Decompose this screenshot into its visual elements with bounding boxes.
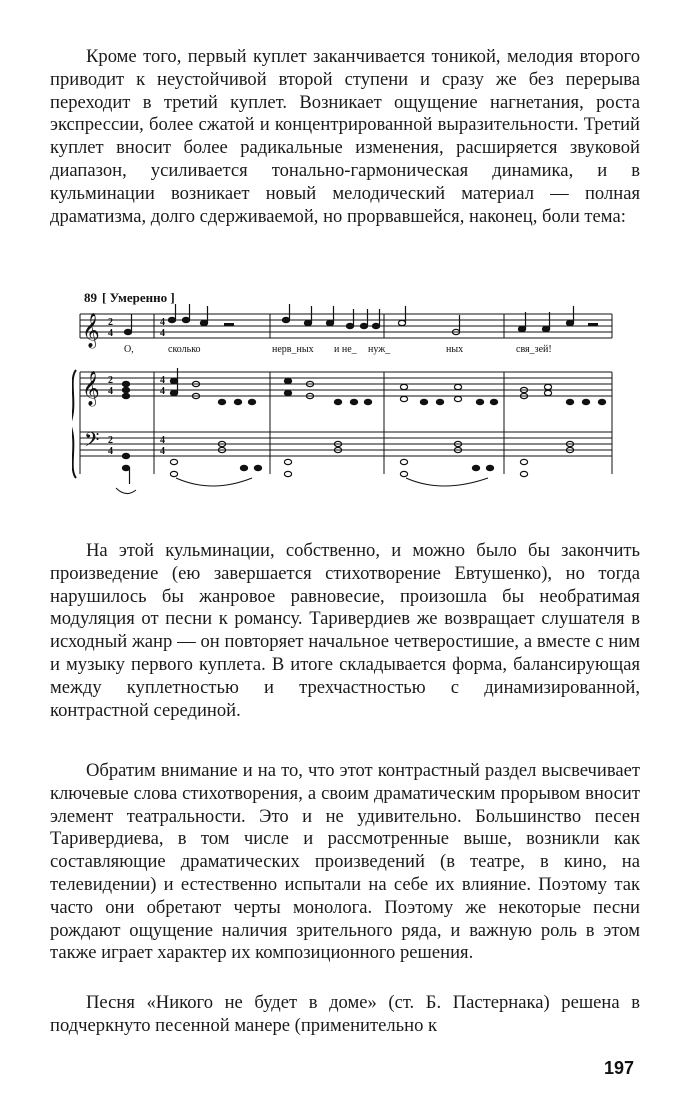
paragraph-2 — [50, 540, 640, 722]
svg-text:4: 4 — [160, 435, 165, 446]
lyric-word: нуж_ — [368, 344, 391, 355]
svg-text:4: 4 — [160, 328, 165, 339]
bass-clef-icon: 𝄢 — [84, 430, 100, 456]
paragraph-1-text: Кроме того, первый куплет заканчивается тоникой, мелодия второго приводит к неустойчивой второй ступени и сразу же без перерыва переходит в третий куплет. Возникает ощущение нагнетания, роста экспрессии, более сжатой и концентрированной выразительности. Третий куплет вносит более радикальные изменения, расширяется звуковой диапазон, усиливается тонально-гармоническая динамика, и в кульминации возникает новый мелодический материал — полная драматизма, долго сдерживаемой, но прорвавшейся, наконец, боли тема: — [50, 46, 640, 227]
tempo-marking: [ Умеренно ] — [102, 290, 175, 305]
treble-clef-icon: 𝄞 — [82, 372, 100, 405]
lyrics — [124, 344, 552, 355]
piano-slurs — [116, 478, 488, 494]
paragraph-4 — [50, 992, 640, 1038]
lyric-word: свя_зей! — [516, 344, 552, 355]
paragraph-2-text: На этой кульминации, собственно, и можно было бы закончить произведение (ею завершается стихотворение Евтушенко), но тогда нарушилось бы жанровое равновесие, произошла бы необратимая модуляция от песни к романсу. Таривердиев же возвращает слушателя в исходный жанр — он повторяет начальное четверостишие, а вместе с ним и музыку первого куплета. В итоге складывается форма, балансирующая между куплетностью и трехчастностью с динамизированной, контрастной серединой. — [50, 540, 640, 721]
svg-text:4: 4 — [160, 375, 165, 386]
page-number: 197 — [604, 1058, 635, 1078]
example-number: 89 — [84, 290, 97, 305]
time-signature-main: 4 — [160, 317, 165, 328]
svg-text:4: 4 — [108, 328, 113, 339]
time-signature-start: 2 — [108, 317, 113, 328]
lyric-word: сколько — [168, 344, 201, 355]
paragraph-4-text: Песня «Никого не будет в доме» (ст. Б. Пастернака) решена в подчеркнуто песенной манере (применительно к — [50, 992, 640, 1036]
svg-text:4: 4 — [160, 386, 165, 397]
svg-text:2: 2 — [108, 435, 113, 446]
piano-brace-icon — [72, 370, 76, 478]
treble-clef-icon: 𝄞 — [82, 314, 100, 347]
lyric-word: ных — [446, 344, 464, 355]
vocal-notes — [124, 304, 598, 335]
paragraph-3 — [50, 760, 640, 965]
piano-bass-notes — [122, 441, 573, 484]
svg-text:4: 4 — [108, 386, 113, 397]
paragraph-3-text: Обратим внимание и на то, что этот контрастный раздел высвечивает ключевые слова стихотворения, а своим драматическим прорывом вносит элемент театральности. Это и не удивительно. Большинство песен Таривердиева, в том числе и рассмотренные выше, возникли как составляющие драматических произведений (в театре, в кино, на телевидении) и естественно испытали на себе их влияние. Поэтому так часто они обретают черты монолога. Поэтому же некоторые песни рождают ощущение наличия зрительного ряда, и важную роль в этом также играет характер их композиционного решения. — [50, 760, 640, 964]
piano-treble-chords — [122, 368, 605, 405]
svg-text:2: 2 — [108, 375, 113, 386]
paragraph-1 — [50, 46, 640, 228]
lyric-word: и не_ — [334, 344, 357, 355]
lyric-word: О, — [124, 344, 134, 355]
svg-text:4: 4 — [108, 446, 113, 457]
lyric-word: нерв_ных — [272, 344, 314, 355]
music-example — [72, 284, 622, 516]
svg-text:4: 4 — [160, 446, 165, 457]
